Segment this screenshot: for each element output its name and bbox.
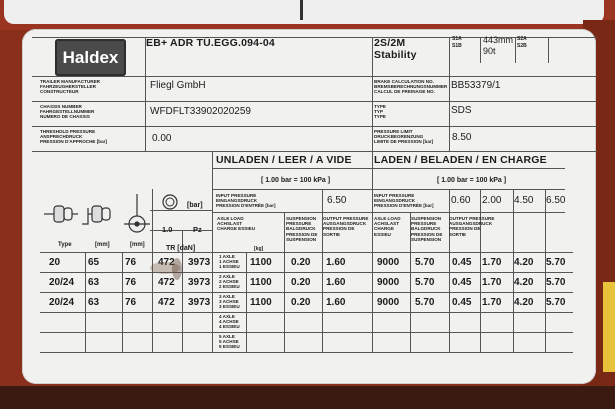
cell-o2: 1.70 [482,257,502,268]
v10-header: 1.0 [162,225,173,234]
grid-line [32,101,597,102]
cell-o1: 0.45 [452,277,472,288]
axle-label: 2 AXLE 2 ACHSE 2 ESSIEU [219,274,240,290]
grid-line [212,151,213,352]
cell-o1: 0.45 [452,297,472,308]
stability-label: Stability [374,49,417,61]
cell-ls: 5.70 [415,297,435,308]
type-value: SDS [451,105,472,116]
grid-line [322,189,323,352]
cell-b: 76 [125,257,137,268]
grid-line [284,212,285,352]
system-config: 2S/2M [374,37,406,49]
grid-line [150,230,212,231]
grid-line [32,126,597,127]
bar-header: [bar] [187,202,203,209]
laden-input-3: 4.50 [514,195,534,206]
cell-type: 20 [49,257,61,268]
grid-line [40,352,573,353]
slack-adjuster-icon [124,194,150,232]
type-col-header: Type [58,242,72,248]
grid-line [545,189,546,352]
cell-uo: 1.60 [326,297,346,308]
cell-tr: 472 [158,257,175,268]
axle-label: 5 AXLE 5 ACHSE 5 ESSIEU [219,334,240,350]
laden-input-4: 6.50 [546,195,566,206]
mm-col-header-2: [mm] [130,242,145,248]
grid-line [32,76,597,77]
cell-pz: 3973 [188,297,211,308]
threshold-label: THRESHOLD PRESSURE ANSPRECHDRUCK PRESSION D'APPROCHE [bar] [40,129,107,145]
axle-label: 3 AXLE 3 ACHSE 3 ESSIEU [219,294,240,310]
unladen-out-label: OUTPUT PRESSURE AUSGANGSDRUCK PRESSION DE SORTIE [323,216,369,237]
cell-o2: 1.70 [482,297,502,308]
trailer-frame-bottom [0,386,615,409]
cell-ul: 1100 [250,277,272,288]
grid-line [85,252,86,352]
cell-b: 76 [125,277,137,288]
length-value: 443mm [483,35,514,45]
cell-ll: 9000 [377,257,400,268]
actuator-icons [42,192,154,236]
laden-out-label: OUTPUT PRESSURE AUSGANGSDRUCK PRESSION DE SORTIE [449,216,495,237]
brake-chamber-icon [44,206,78,222]
cell-tr: 472 [158,297,175,308]
unladen-axle-label: AXLE LOAD ACHSLAST CHARGE ESSIEU [217,216,256,232]
dirt-spot [172,258,182,280]
pz-header: Pz [193,225,202,234]
grid-line [372,37,373,352]
threshold-value: 0.00 [152,133,172,144]
spring-brake-icon [82,206,110,224]
mm-col-header-1: [mm] [95,242,110,248]
limit-value: 8.50 [452,132,472,143]
chassis-value: WFDFLT33902020259 [150,106,251,117]
yellow-marker [603,282,615,372]
angle-value: 90t [483,46,496,56]
approval-code: EB+ ADR TÜ.EGG.094-04 [146,37,275,49]
unladen-input-value: 6.50 [327,195,347,206]
cell-ls: 5.70 [415,277,435,288]
unladen-input-label: INPUT PRESSURE EINGANGSDRUCK PRESSION D'ENTRÉE [bar] [216,193,276,209]
haldex-logo [55,39,126,76]
grid-line [122,252,123,352]
grid-line [32,151,597,152]
laden-input-label: INPUT PRESSURE EINGANGSDRUCK PRESSION D'ENTRÉE [bar] [374,193,434,209]
cell-b: 76 [125,297,137,308]
cell-a: 63 [88,277,100,288]
grid-line [480,189,481,352]
cell-ul: 1100 [250,297,272,308]
cell-us: 0.20 [291,277,311,288]
diaphragm-icon [160,193,180,211]
brake-calc-value: BB53379/1 [451,80,501,91]
grid-line [513,189,514,352]
limit-label: PRESSURE LIMIT DRUCKBEGRENZUNG LIMITE DE PRESSION [bar] [374,129,434,145]
unladen-kg: [kg] [254,246,264,252]
grid-line [548,37,549,63]
chassis-label: CHASSIS NUMBER FAHRGESTELLNUMMER NUMERO DE CHASSIS [40,104,95,120]
cell-o4: 5.70 [546,257,566,268]
s2b-label: S2B [517,43,527,49]
axle-label: 1 AXLE 1 ACHSE 1 ESSIEU [219,254,240,270]
s2a-label: S2A [517,36,527,42]
cell-us: 0.20 [291,297,311,308]
grid-line [449,189,450,352]
cell-o4: 5.70 [546,297,566,308]
plate-divider [300,0,303,20]
grid-line [515,37,516,63]
grid-line [40,312,573,313]
logo-text: Haldex [62,47,119,67]
manufacturer-value: Fliegl GmbH [150,80,206,91]
laden-axle-label: AXLE LOAD ACHSLAST CHARGE ESSIEU [374,216,401,237]
cell-tr: 472 [158,277,175,288]
cell-o3: 4.20 [514,257,534,268]
cell-pz: 3973 [188,277,211,288]
cell-ul: 1100 [250,257,272,268]
cell-ll: 9000 [377,297,400,308]
cell-pz: 3973 [188,257,211,268]
grid-line [40,272,573,273]
cell-o3: 4.20 [514,297,534,308]
cell-us: 0.20 [291,257,311,268]
unladen-unit: [ 1.00 bar = 100 kPa ] [261,177,331,184]
cell-type: 20/24 [49,297,75,308]
cell-ll: 9000 [377,277,400,288]
s1a-label: S1A [452,36,462,42]
cell-type: 20/24 [49,277,75,288]
brake-calc-label: BRAKE CALCULATION NO. BREMSBERECHNUNGSNUMMER CALCUL DE FREINAGE NO. [374,79,448,95]
grid-line [40,292,573,293]
laden-unit: [ 1.00 bar = 100 kPa ] [437,177,507,184]
cell-o4: 5.70 [546,277,566,288]
grid-line [480,37,481,63]
cell-ls: 5.70 [415,257,435,268]
s1b-label: S1B [452,43,462,49]
manufacturer-label: TRAILER MANUFACTURER FAHRZEUGHERSTELLER CONSTRUCTEUR [40,79,100,95]
cell-uo: 1.60 [326,277,346,288]
cell-a: 63 [88,297,100,308]
type-label: TYPE TYP TYPE [374,104,386,120]
cell-uo: 1.60 [326,257,346,268]
axle-label: 4 AXLE 4 ACHSE 4 ESSIEU [219,314,240,330]
unladen-header: UNLADEN / LEER / A VIDE [216,154,352,166]
tr-header: TR [daN] [166,245,196,252]
laden-input-2: 2.00 [482,195,502,206]
upper-plate-edge [4,0,604,24]
laden-susp-label: SUSPENSION PRESSURE BALGDRUCK PRESSION DE SUSPENSION [411,216,443,242]
laden-header: LADEN / BELADEN / EN CHARGE [374,154,547,166]
cell-o1: 0.45 [452,257,472,268]
grid-line [212,168,565,169]
cell-a: 65 [88,257,100,268]
grid-line [40,252,573,253]
unladen-susp-label: SUSPENSION PRESSURE BALGDRUCK PRESSION DE SUSPENSION [286,216,318,242]
laden-input-1: 0.60 [451,195,471,206]
cell-o2: 1.70 [482,277,502,288]
grid-line [40,332,573,333]
cell-o3: 4.20 [514,277,534,288]
